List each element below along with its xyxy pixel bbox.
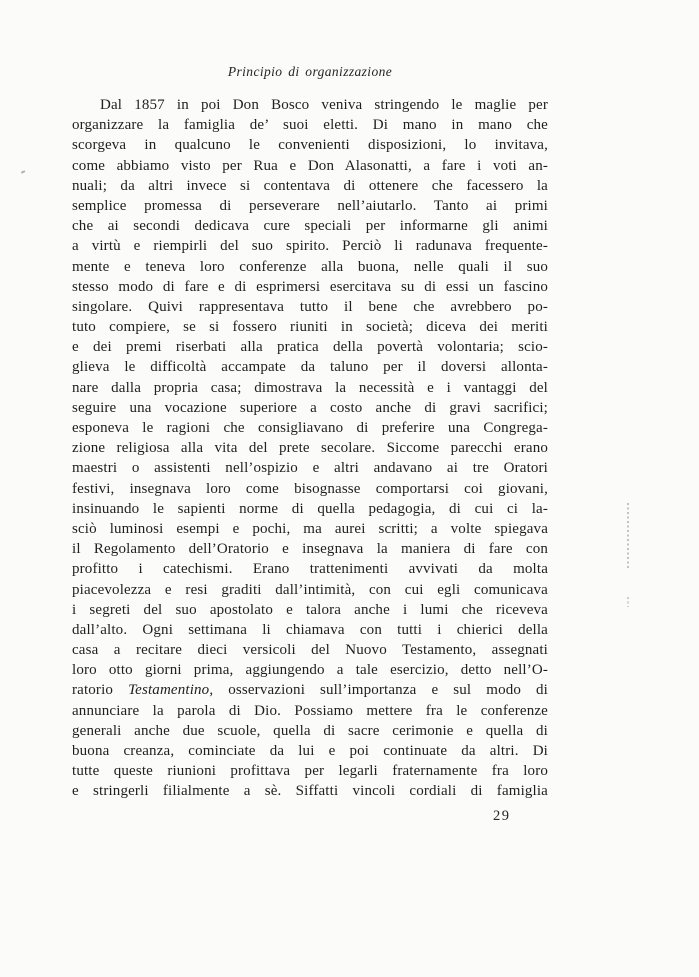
text-line: seguire una vocazione superiore a costo anche di gravi sacrifici; <box>72 399 548 416</box>
text-line: e dei premi riserbati alla pratica della povertà volontaria; scio- <box>72 339 548 356</box>
text-line: i segreti del suo apostolato e talora anche i lumi che riceveva <box>72 601 548 618</box>
scan-speck <box>21 170 25 173</box>
running-header: Principio di organizzazione <box>227 64 393 79</box>
text-line: nare dalla propria casa; dimostrava la necessità e i vantaggi del <box>72 379 548 396</box>
text-line: a virtù e riempirli del suo spirito. Perciò li radunava frequente- <box>72 238 548 255</box>
text-line: sciò luminosi esempi e pochi, ma aurei scritti; a volte spiegava <box>72 520 548 537</box>
text-line: piacevolezza e resi graditi dall’intimità, con cui egli comunicava <box>72 581 548 598</box>
text-line: generali anche due scuole, quella di sacre cerimonie e quella di <box>72 722 548 739</box>
text-line: semplice promessa di perseverare nell’aiutarlo. Tanto ai primi <box>72 197 548 214</box>
text-line: buona creanza, cominciate da lui e poi continuate da altri. Di <box>72 743 548 759</box>
text-line: e stringerli filialmente a sè. Siffatti vincoli cordiali di famiglia <box>72 783 548 800</box>
text-line: come abbiamo visto per Rua e Don Alasonatti, a fare i voti an- <box>72 157 548 174</box>
text-line: annunciare la parola di Dio. Possiamo mettere fra le conferenze <box>72 702 548 719</box>
text-line: singolare. Quivi rappresentava tutto il bene che avrebbero po- <box>72 298 548 315</box>
text-line: maestri o assistenti nell’ospizio e altri andavano ai tre Oratori <box>72 460 548 477</box>
text-line: il Regolamento dell’Oratorio e insegnava la maniera di fare con <box>72 541 548 558</box>
text-line: profitto i catechismi. Erano trattenimenti avvivati da molta <box>72 561 548 578</box>
text-line: tuto compiere, se si fossero riuniti in società; diceva dei meriti <box>72 319 548 336</box>
text-line: scorgeva in qualcuno le convenienti disposizioni, lo invitava, <box>72 137 548 154</box>
text-line: dall’alto. Ogni settimana li chiamava con tutti i chierici della <box>72 621 548 638</box>
text-line: nuali; da altri invece si contentava di ottenere che facessero la <box>72 177 548 194</box>
body-text <box>72 95 548 802</box>
scan-artifact-dotted-line-2 <box>627 597 629 607</box>
text-line: organizzare la famiglia de’ suoi eletti. Di mano in mano che <box>72 117 548 134</box>
text-line: ratorio Testamentino, osservazioni sull’importanza e sul modo di <box>72 682 549 699</box>
text-line: Dal 1857 in poi Don Bosco veniva stringendo le maglie per <box>100 97 548 113</box>
text-line: tutte queste riunioni profittava per legarli fraternamente fra loro <box>72 763 548 780</box>
text-line: zione religiosa alla vita del prete secolare. Siccome parecchi erano <box>72 440 548 457</box>
text-line: festivi, insegnava loro come bisognasse comportarsi coi giovani, <box>72 480 548 497</box>
text-line: glieva le difficoltà accampate da taluno per il doversi allonta- <box>72 359 548 376</box>
text-line: stesso modo di fare e di esprimersi esercitava su di essi un fascino <box>72 278 548 295</box>
text-line: esponeva le ragioni che consigliavano di preferire una Congrega- <box>72 420 548 436</box>
text-line: insinuando le sapienti norme di quella pedagogia, di cui ci la- <box>72 500 548 517</box>
page-number: 29 <box>493 808 511 824</box>
text-line: casa a recitare dieci versicoli del Nuovo Testamento, assegnati <box>72 642 548 659</box>
text-line: loro otto giorni prima, aggiungendo a tale esercizio, detto nell’O- <box>72 662 548 679</box>
text-line: che ai secondi dedicava cure speciali per informarne gli animi <box>72 218 548 235</box>
scan-artifact-dotted-line <box>627 503 629 569</box>
text-line: mente e teneva loro conferenze alla buona, nelle quali il suo <box>72 258 548 275</box>
